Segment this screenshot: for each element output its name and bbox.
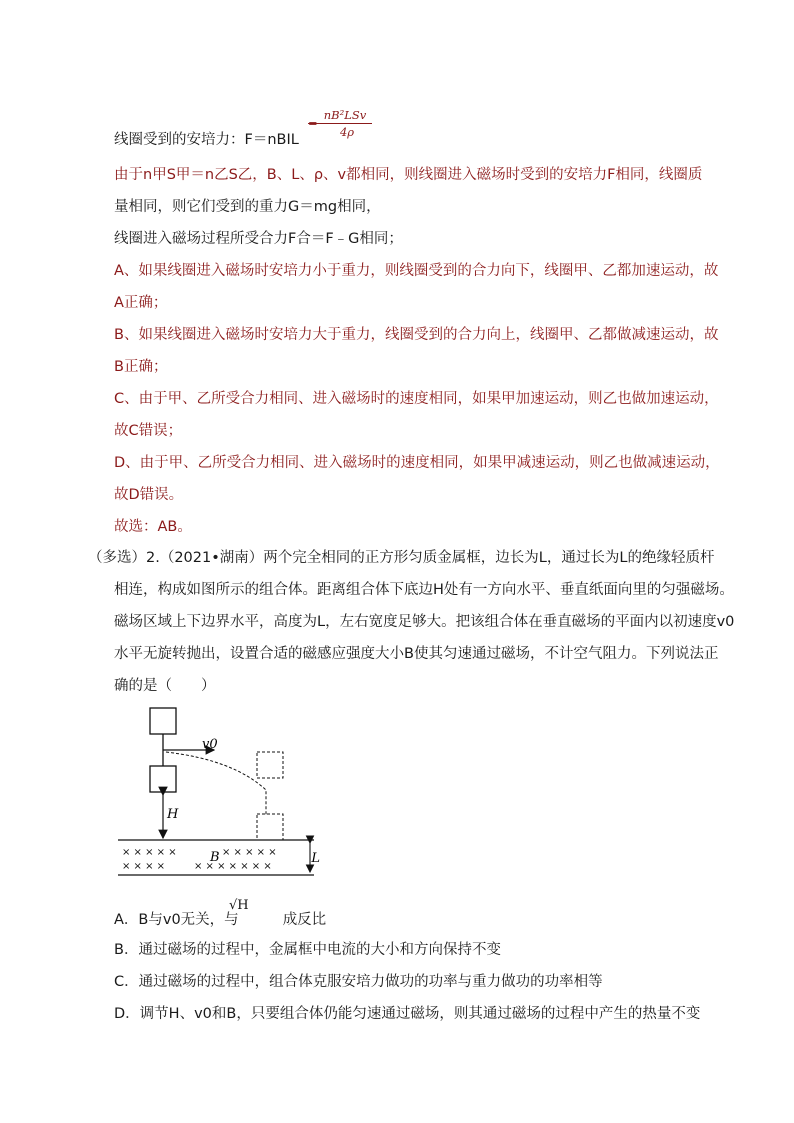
- physics-diagram: [114, 700, 324, 882]
- label-B: B: [210, 850, 220, 865]
- solution-line: 量相同，则它们受到的重力G＝mg相同，: [114, 199, 381, 215]
- svg-text:× × × × ×: × × × × ×: [222, 847, 277, 858]
- frame-bottom-square: [150, 766, 176, 792]
- trajectory-path: [166, 752, 266, 815]
- formula-equals: =: [308, 116, 318, 130]
- solution-answer: 故选：AB。: [114, 519, 192, 535]
- ampere-force-formula: [308, 108, 372, 139]
- option-c: C．通过磁场的过程中，组合体克服安培力做功的功率与重力做功的功率相等: [114, 974, 603, 990]
- option-a-prefix: A．B与v0无关，与: [114, 912, 239, 928]
- svg-text:× × × ×: × × × ×: [122, 861, 166, 872]
- question-stem: 磁场区域上下边界水平，高度为L，左右宽度足够大。把该组合体在垂直磁场的平面内以初速度v0: [114, 614, 735, 630]
- label-L: L: [311, 851, 320, 866]
- formula-numerator: nB²LSv: [308, 108, 372, 124]
- dashed-square-lower: [257, 814, 283, 840]
- solution-line: 线圈进入磁场过程所受合力F合＝F﹣G相同；: [114, 231, 403, 247]
- solution-line: 由于n甲S甲＝n乙S乙，B、L、ρ、v都相同，则线圈进入磁场时受到的安培力F相同，线圈质: [114, 167, 703, 183]
- option-a: [114, 910, 326, 930]
- label-v0: v0: [202, 737, 218, 752]
- option-d: D．调节H、v0和B，只要组合体仍能匀速通过磁场，则其通过磁场的过程中产生的热量不变: [114, 1006, 701, 1022]
- question-stem: 确的是（ ）: [114, 678, 216, 694]
- option-a-suffix: 成反比: [282, 912, 327, 928]
- question-stem: 水平无旋转抛出，设置合适的磁感应强度大小B使其匀速通过磁场，不计空气阻力。下列说法正: [114, 646, 719, 662]
- formula-denominator: 4ρ: [339, 125, 355, 139]
- solution-option-a: A、如果线圈进入磁场时安培力小于重力，则线圈受到的合力向下，线圈甲、乙都加速运动，故: [114, 263, 719, 279]
- solution-option-b: B、如果线圈进入磁场时安培力大于重力，线圈受到的合力向上，线圈甲、乙都做减速运动，故: [114, 327, 719, 343]
- solution-option-d-cont: 故D错误。: [114, 487, 184, 503]
- svg-text:× × × × × × ×: × × × × × × ×: [194, 861, 272, 872]
- solution-line: 线圈受到的安培力：F＝nBIL: [114, 132, 299, 148]
- field-crosses: [122, 847, 277, 872]
- question-stem: 相连，构成如图所示的组合体。距离组合体下底边H处有一方向水平、垂直纸面向里的匀强磁场。: [114, 582, 734, 598]
- dashed-square-upper: [257, 752, 283, 778]
- option-b: B．通过磁场的过程中，金属框中电流的大小和方向保持不变: [114, 942, 501, 958]
- svg-text:× × × × ×: × × × × ×: [122, 847, 177, 858]
- solution-option-b-cont: B正确；: [114, 359, 168, 375]
- solution-option-d: D、由于甲、乙所受合力相同、进入磁场时的速度相同，如果甲减速运动，则乙也做减速运动，: [114, 455, 720, 471]
- solution-option-a-cont: A正确；: [114, 295, 168, 311]
- sqrt-h-expression: √H: [229, 898, 249, 913]
- solution-option-c-cont: 故C错误；: [114, 423, 183, 439]
- solution-option-c: C、由于甲、乙所受合力相同、进入磁场时的速度相同，如果甲加速运动，则乙也做加速运动，: [114, 391, 719, 407]
- question-stem: （多选）2.（2021•湖南）两个完全相同的正方形匀质金属框，边长为L，通过长为L的绝缘轻质杆: [88, 550, 715, 566]
- frame-top-square: [150, 708, 176, 734]
- label-H: H: [167, 807, 179, 822]
